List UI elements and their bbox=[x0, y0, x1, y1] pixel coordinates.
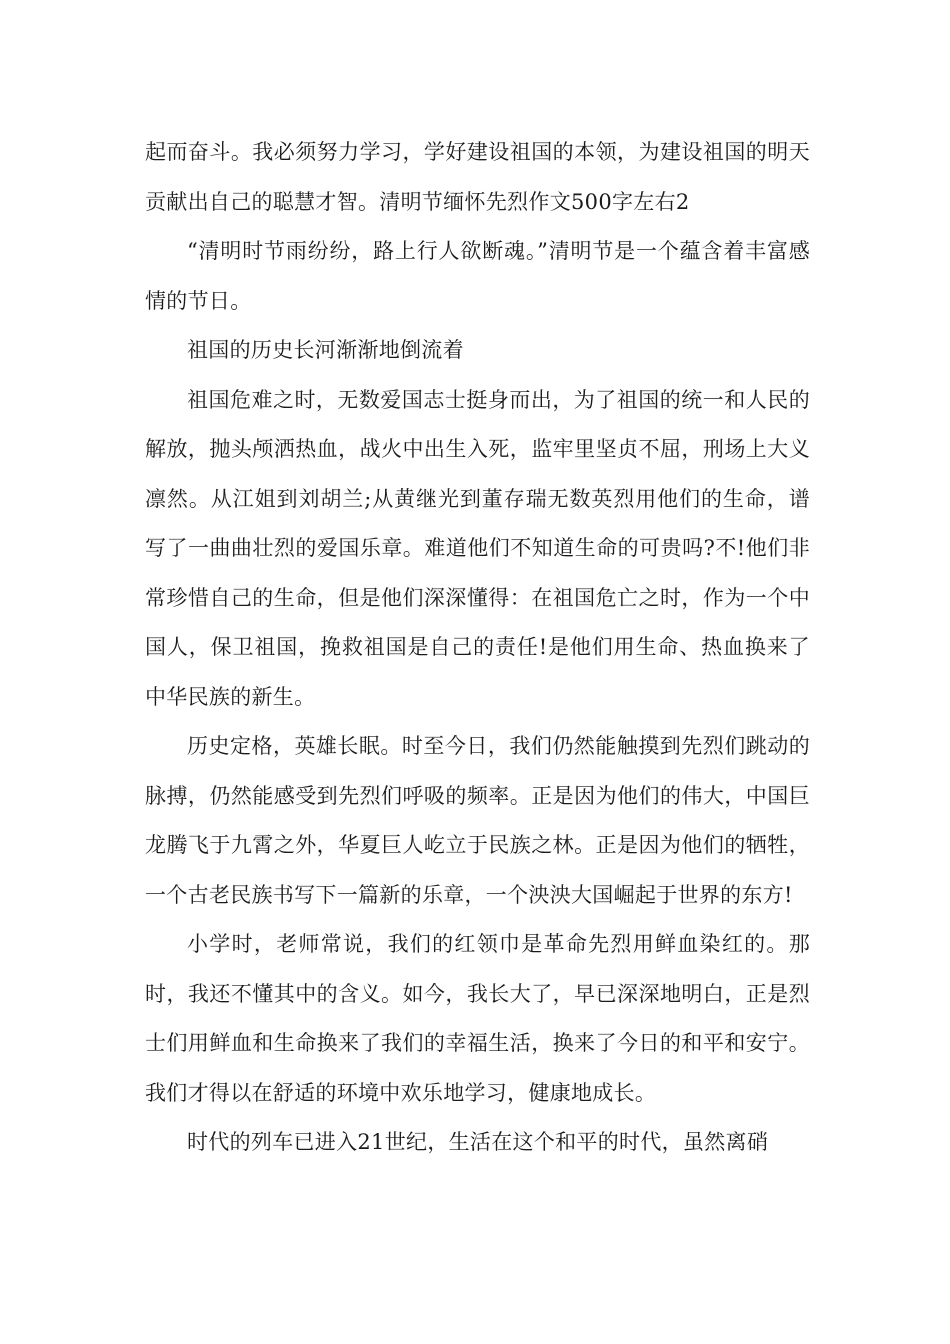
paragraph-4: 祖国危难之时，无数爱国志士挺身而出，为了祖国的统一和人民的解放，抛头颅洒热血，战火中出生入死，监牢里坚贞不屈，刑场上大义凛然。从江姐到刘胡兰;从黄继光到董存瑞无数英烈用他们的生命，谱写了一曲曲壮烈的爱国乐章。难道他们不知道生命的可贵吗?不!他们非常珍惜自己的生命，但是他们深深懂得：在祖国危亡之时，作为一个中国人，保卫祖国，挽救祖国是自己的责任!是他们用生命、热血换来了中华民族的新生。 bbox=[145, 387, 810, 709]
paragraph-7: 时代的列车已进入21世纪，生活在这个和平的时代，虽然离硝 bbox=[187, 1130, 769, 1154]
paragraph-3: 祖国的历史长河渐渐地倒流着 bbox=[187, 338, 464, 362]
paragraph-1: 起而奋斗。我必须努力学习，学好建设祖国的本领，为建设祖国的明天贡献出自己的聪慧才智。清明节缅怀先烈作文500字左右2 bbox=[145, 140, 810, 214]
paragraph-5: 历史定格，英雄长眠。时至今日，我们仍然能触摸到先烈们跳动的脉搏，仍然能感受到先烈们呼吸的频率。正是因为他们的伟大，中国巨龙腾飞于九霄之外，华夏巨人屹立于民族之林。正是因为他们的牺牲，一个古老民族书写下一篇新的乐章，一个泱泱大国崛起于世界的东方! bbox=[145, 734, 810, 907]
document-body bbox=[145, 128, 810, 1168]
paragraph-2: “清明时节雨纷纷，路上行人欲断魂。”清明节是一个蕴含着丰富感情的节日。 bbox=[145, 239, 810, 313]
paragraph-6: 小学时，老师常说，我们的红领巾是革命先烈用鲜血染红的。那时，我还不懂其中的含义。如今，我长大了，早已深深地明白，正是烈士们用鲜血和生命换来了我们的幸福生活，换来了今日的和平和安宁。我们才得以在舒适的环境中欢乐地学习，健康地成长。 bbox=[145, 932, 810, 1105]
